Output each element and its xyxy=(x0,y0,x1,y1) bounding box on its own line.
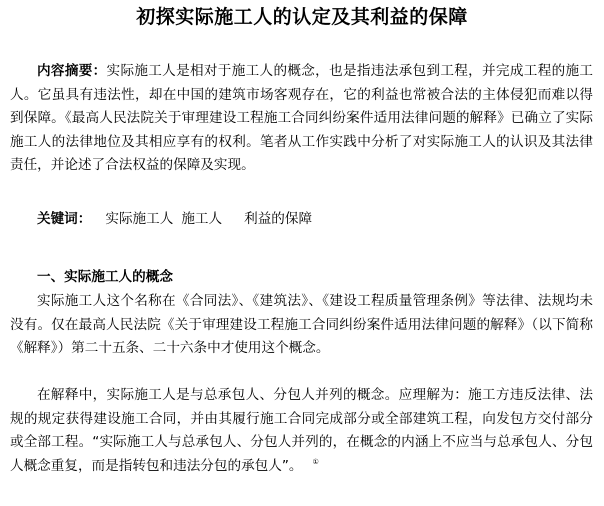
keyword-item: 实际施工人 xyxy=(105,211,174,227)
abstract-paragraph xyxy=(10,60,593,178)
section-heading: 一、实际施工人的概念 xyxy=(37,269,173,285)
footnote-marker[interactable]: ① xyxy=(312,457,319,466)
section-paragraph-2-text: 在解释中，实际施工人是与总承包人、分包人并列的概念。应理解为：施工方违反法律、法规的规定获得建设施工合同，并由其履行施工合同完成部分或全部建筑工程，向发包方交付部分或全部工程。“实际施工人与总承包人、分包人并列的，在概念的内涵上不应当与总承包人、分包人概念重复，而是指转包和违法分包的承包人”。 xyxy=(10,387,593,474)
section-paragraph-2 xyxy=(10,384,593,478)
keywords-line xyxy=(37,208,312,232)
abstract-label: 内容摘要： xyxy=(37,63,107,79)
keywords-label: 关键词： xyxy=(37,211,92,227)
document-title: 初探实际施工人的认定及其利益的保障 xyxy=(136,6,468,28)
section-paragraph-1: 实际施工人这个名称在《合同法》、《建筑法》、《建设工程质量管理条例》等法律、法规均未没有。仅在最高人民法院《关于审理建设工程施工合同纠纷案件适用法律问题的解释》（以下简称《解释》）第二十五条、二十六条中才使用这个概念。 xyxy=(10,293,593,357)
abstract-text: 实际施工人是相对于施工人的概念，也是指违法承包到工程，并完成工程的施工人。它虽具有违法性，却在中国的建筑市场客观存在，它的利益也常被合法的主体侵犯而难以得到保障。《最高人民法院关于审理建设工程施工合同纠纷案件适用法律问题的解释》已确立了实际施工人的法律地位及其相应享有的权利。笔者从工作实践中分析了对实际施工人的认识及其法律责任，并论述了合法权益的保障及实现。 xyxy=(10,63,594,174)
keyword-item: 利益的保障 xyxy=(244,211,313,227)
keyword-item: 施工人 xyxy=(181,211,223,227)
